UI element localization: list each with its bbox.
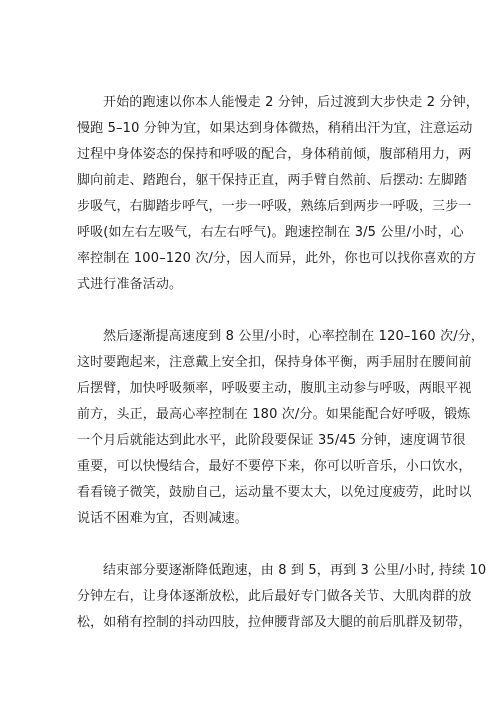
text-line: 脚向前走、踏跑台，躯干保持正直，两手臂自然前、后摆动: 左脚踏 bbox=[77, 173, 468, 188]
text-line: 后摆臂，加快呼吸频率，呼吸要主动，腹肌主动参与呼吸，两眼平视 bbox=[77, 381, 472, 396]
text-line: 说话不困难为宜，否则减速。 bbox=[77, 511, 248, 526]
text-line: 结束部分要逐渐降低跑速，由 8 到 5，再到 3 公里/小时, 持续 10 bbox=[103, 563, 487, 578]
text-line: 这时要跑起来，注意戴上安全扣，保持身体平衡，两手屈肘在腰间前 bbox=[77, 355, 472, 370]
text-line: 慢跑 5–10 分钟为宜，如果达到身体微热，稍稍出汗为宜，注意运动 bbox=[77, 121, 473, 136]
text-line: 一个月后就能达到此水平，此阶段要保证 35/45 分钟，速度调节很 bbox=[77, 433, 466, 448]
text-line: 过程中身体姿态的保持和呼吸的配合，身体稍前倾，腹部稍用力，两 bbox=[77, 147, 472, 162]
paragraph-warmup bbox=[77, 90, 479, 298]
text-line: 步吸气，右脚踏步呼气，一步一呼吸，熟练后到两步一呼吸，三步一 bbox=[77, 199, 472, 214]
text-line: 分钟左右，让身体逐渐放松，此后最好专门做各关节、大肌肉群的放 bbox=[77, 589, 472, 604]
paragraph-cooldown bbox=[77, 558, 487, 636]
text-line: 然后逐渐提高速度到 8 公里/小时，心率控制在 120–160 次/分， bbox=[103, 329, 485, 344]
text-line: 式进行准备活动。 bbox=[77, 277, 183, 292]
text-line: 前方，头正，最高心率控制在 180 次/分。如果能配合好呼吸，锻炼 bbox=[77, 407, 471, 422]
text-line: 率控制在 100–120 次/分，因人而异，此外，你也可以找你喜欢的方 bbox=[77, 251, 477, 266]
text-line: 看看镜子微笑，鼓励自己，运动量不要太大，以免过度疲劳，此时以 bbox=[77, 485, 472, 500]
text-line: 重要，可以快慢结合，最好不要停下来，你可以听音乐，小口饮水， bbox=[77, 459, 472, 474]
paragraph-running bbox=[77, 324, 485, 532]
text-line: 开始的跑速以你本人能慢走 2 分钟，后过渡到大步快走 2 分钟， bbox=[103, 95, 479, 110]
text-line: 呼吸(如左右左吸气，右左右呼气)。跑速控制在 3/5 公里/小时，心 bbox=[77, 225, 464, 240]
text-line: 松，如稍有控制的抖动四肢，拉伸腰背部及大腿的前后肌群及韧带， bbox=[77, 615, 472, 630]
